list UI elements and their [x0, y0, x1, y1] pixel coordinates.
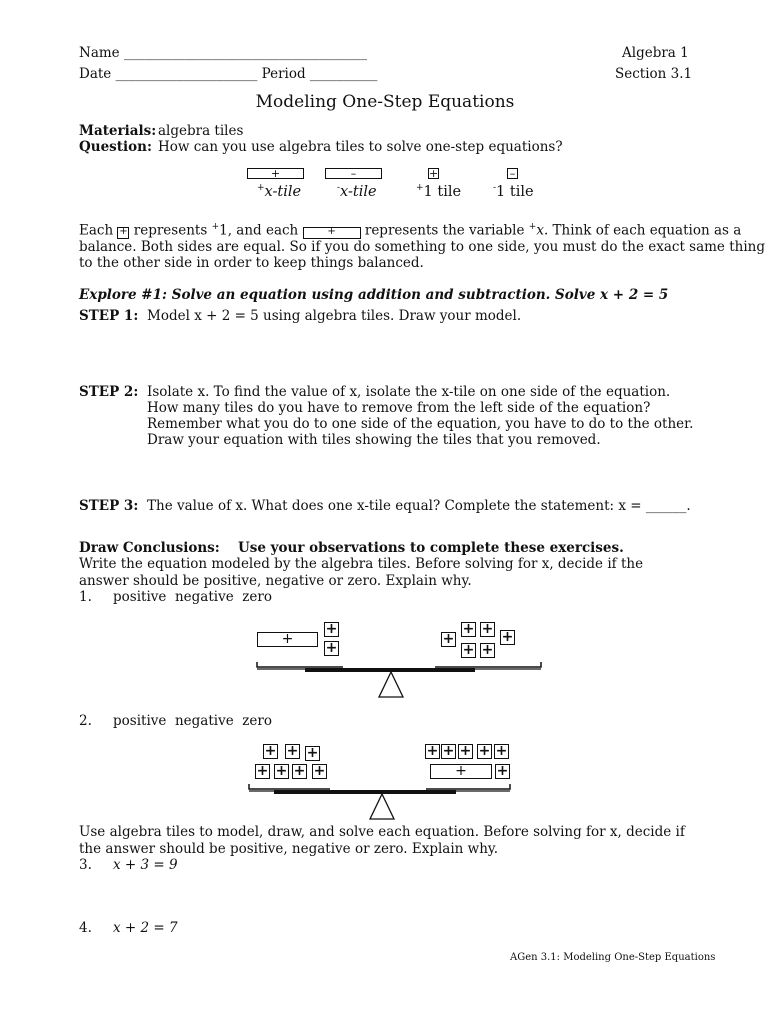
section-label: Section 3.1 — [615, 66, 693, 82]
balance-beam-1 — [253, 660, 553, 700]
step-2-label: STEP 2: — [79, 384, 139, 400]
step-3-label: STEP 3: — [79, 498, 139, 514]
unit-tile-icon: + — [306, 745, 319, 761]
exercise-1-choices: positive negative zero — [113, 589, 272, 605]
unit-tile-icon: + — [481, 621, 494, 637]
unit-tile-icon: + — [481, 642, 494, 658]
intro-line-3: to the other side in order to keep things balanced. — [79, 255, 424, 271]
x-tile-icon: + — [430, 764, 492, 779]
unit-tile-icon: + — [325, 621, 338, 637]
conclusions-body: Write the equation modeled by the algebra tiles. Before solving for x, decide if the answer should be positive, negative or zero. Explain why. — [79, 556, 644, 589]
intro-line1-rest: . Think of each equation as a — [543, 222, 742, 239]
label: 1 tile — [423, 183, 462, 200]
unit-tile-icon: + — [478, 743, 491, 759]
date-period-field[interactable]: Date _____________________ Period __________ — [79, 66, 378, 82]
unit-tile-icon: + — [459, 743, 472, 759]
inline-x-tile-icon: + — [303, 227, 361, 239]
positive-x-tile-label — [257, 183, 301, 200]
unit-tile-icon: + — [313, 763, 326, 779]
intro-var-sign: + — [528, 222, 537, 232]
exercise-3-equation: x + 3 = 9 — [113, 857, 178, 873]
unit-tile-icon: + — [286, 743, 299, 759]
exercise-2-choices: positive negative zero — [113, 713, 272, 729]
step-1-text: Model x + 2 = 5 using algebra tiles. Draw your model. — [147, 308, 522, 324]
label: x-tile — [340, 183, 377, 200]
materials-label: Materials: — [79, 123, 157, 139]
unit-tile-icon: + — [495, 743, 508, 759]
label: x-tile — [264, 183, 302, 200]
exercise-4-equation: x + 2 = 7 — [113, 920, 178, 936]
sign: - — [337, 183, 341, 193]
negative-x-tile-label — [337, 183, 377, 200]
unit-tile-icon: + — [501, 629, 514, 645]
exercise-3-number: 3. — [79, 857, 92, 873]
name-field[interactable]: Name ____________________________________ — [79, 45, 367, 61]
sign: - — [493, 183, 497, 193]
exercise-1-number: 1. — [79, 589, 92, 605]
unit-tile-icon: + — [426, 743, 439, 759]
sign: + — [416, 183, 424, 193]
unit-tile-icon: + — [325, 640, 338, 656]
step-3-text: The value of x. What does one x-tile equal? Complete the statement: x = ______. — [147, 498, 691, 514]
intro-one-rest: 1, and each — [219, 222, 299, 239]
materials-value: algebra tiles — [158, 123, 244, 139]
question-value: How can you use algebra tiles to solve one-step equations? — [158, 139, 563, 155]
unit-tile-icon: + — [442, 743, 455, 759]
exercise-4-number: 4. — [79, 920, 92, 936]
footer: AGen 3.1: Modeling One-Step Equations — [510, 952, 716, 963]
unit-tile-icon: + — [275, 763, 288, 779]
intro-each: Each — [79, 222, 114, 239]
explore-heading: Explore #1: Solve an equation using addition and subtraction. Solve x + 2 = 5 — [79, 287, 669, 303]
unit-tile-icon: + — [442, 631, 455, 647]
unit-tile-icon: + — [264, 743, 277, 759]
unit-tile-icon: + — [462, 642, 475, 658]
unit-tile-icon: + — [256, 763, 269, 779]
negative-x-tile-icon: – — [325, 168, 382, 179]
intro-one-sign: + — [211, 222, 220, 232]
step-1-label: STEP 1: — [79, 308, 139, 324]
conclusions-label: Draw Conclusions: — [79, 540, 220, 556]
sign: + — [257, 183, 265, 193]
course-label: Algebra 1 — [622, 45, 689, 61]
intro-var-name: x — [536, 222, 544, 239]
intro-represents: represents — [133, 222, 208, 239]
positive-unit-tile-label — [416, 183, 461, 200]
label: 1 tile — [496, 183, 534, 200]
negative-unit-tile-icon: – — [507, 168, 518, 179]
x-tile-icon: + — [257, 632, 318, 647]
exercise-2-number: 2. — [79, 713, 92, 729]
page-title: Modeling One-Step Equations — [255, 92, 515, 112]
unit-tile-icon: + — [293, 763, 306, 779]
positive-unit-tile-icon: + — [429, 167, 439, 180]
model-instructions: Use algebra tiles to model, draw, and solve each equation. Before solving for x, decide if the answer should be positive, negative or zero. Explain why. — [79, 824, 685, 857]
intro-line-2: balance. Both sides are equal. So if you do something to one side, you must do the exact same thing — [79, 239, 765, 255]
question-label: Question: — [79, 139, 152, 155]
positive-x-tile-icon: + — [247, 168, 304, 179]
intro-represents-var: represents the variable — [364, 222, 525, 239]
unit-tile-icon: + — [496, 763, 509, 779]
negative-unit-tile-label — [493, 183, 534, 200]
step-2-text: Isolate x. To find the value of x, isolate the x-tile on one side of the equation. How many tiles do you have to remove from the left side of the equation? Remember what you do to one side of the equation, you have to do to the other. Draw your equation with tiles showing the tiles that you removed. — [147, 384, 694, 448]
balance-beam-2 — [246, 780, 526, 822]
unit-tile-icon: + — [462, 621, 475, 637]
conclusions-instruction: Use your observations to complete these exercises. — [238, 540, 624, 556]
inline-unit-tile-icon: + — [119, 225, 128, 237]
intro-line-1 — [79, 222, 741, 239]
